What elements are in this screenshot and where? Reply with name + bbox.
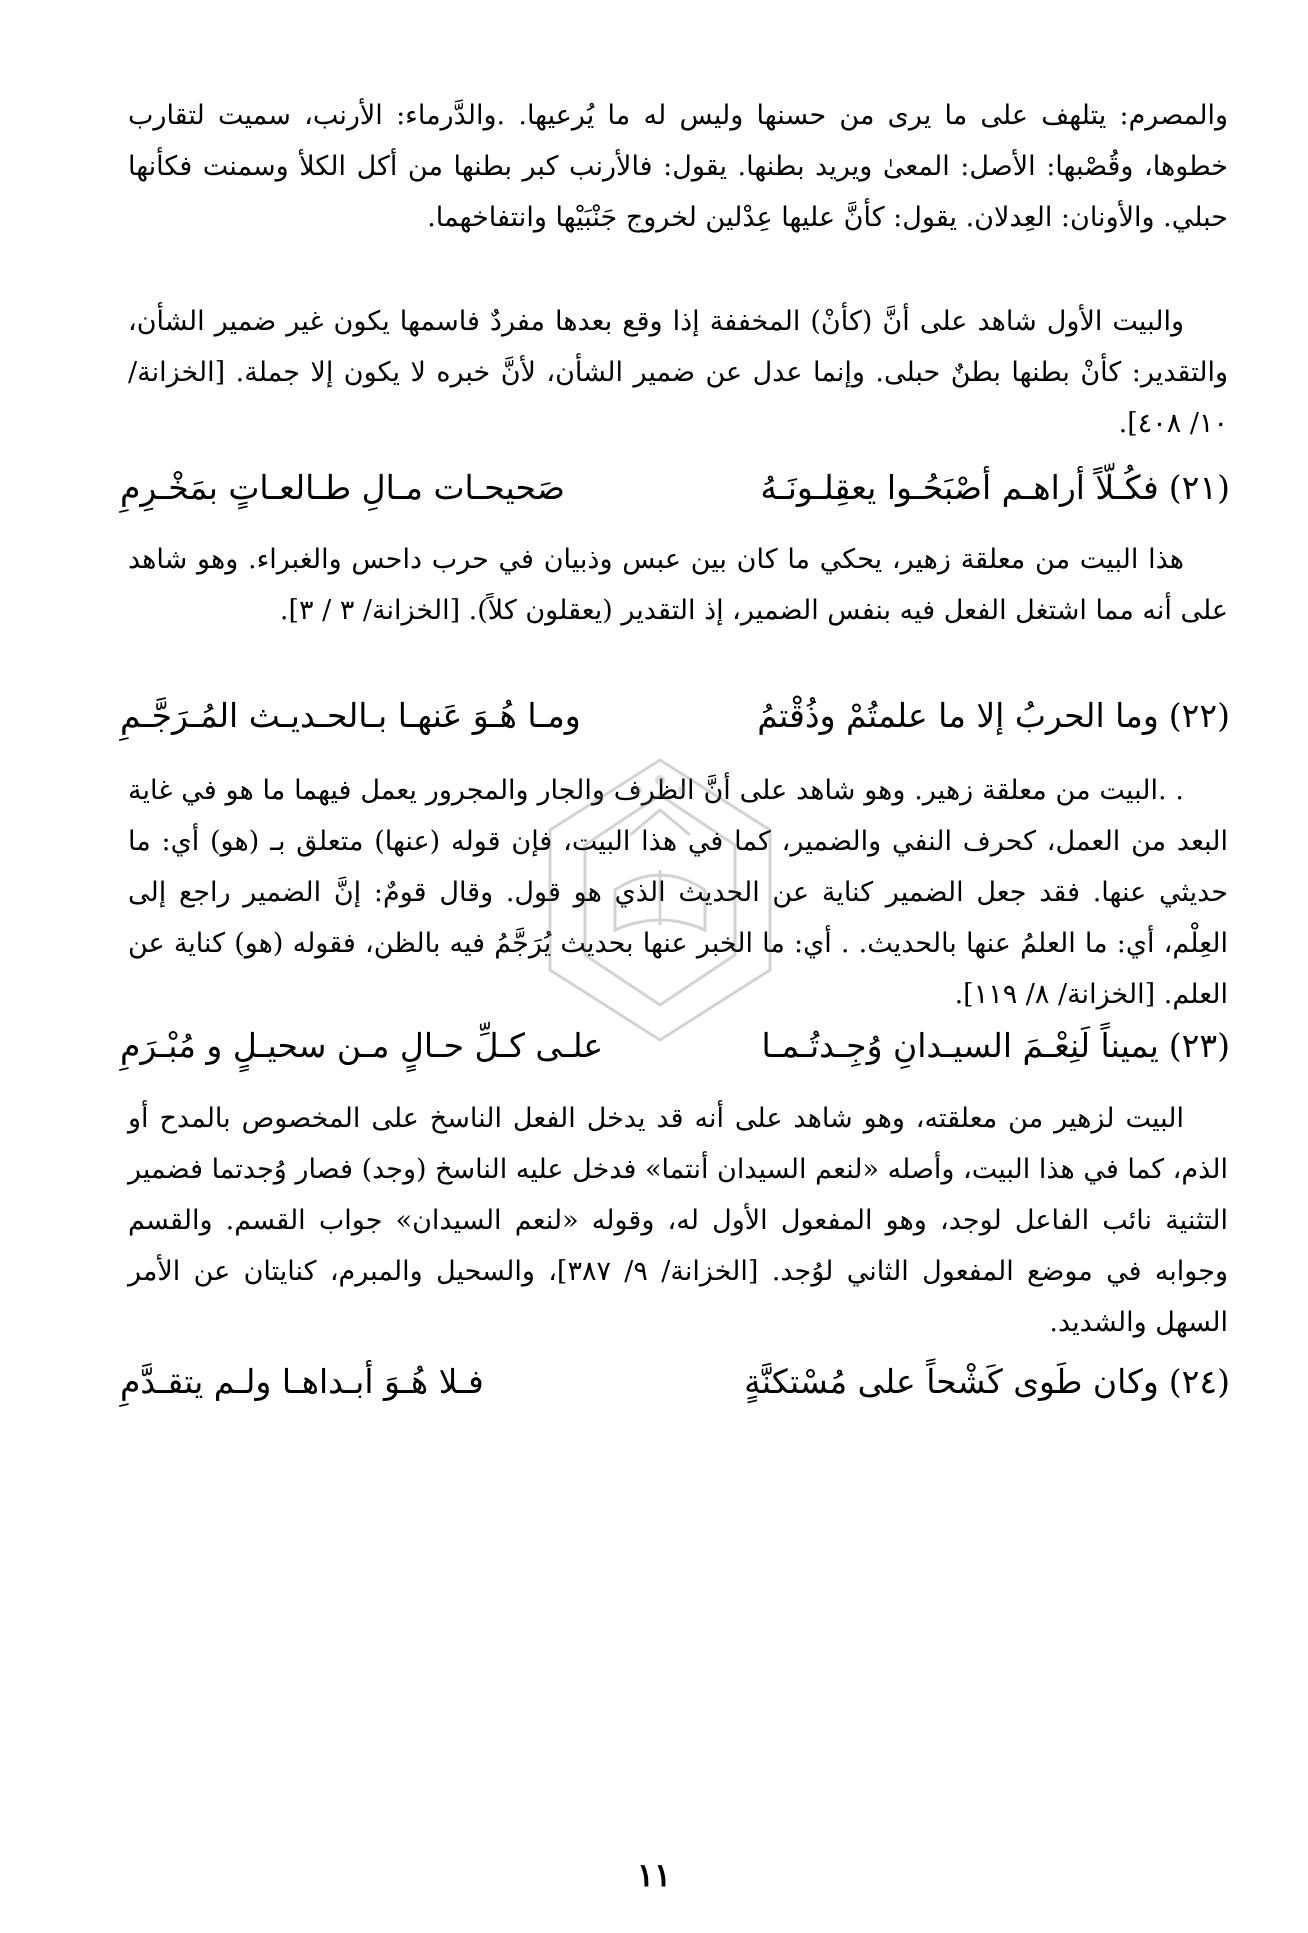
commentary-block-5: [128, 1093, 1228, 1348]
verse-22: [120, 686, 1230, 746]
commentary-block-3: [128, 534, 1228, 636]
verse-number: (٢٣): [1168, 1026, 1230, 1065]
commentary-block-1: [128, 90, 1228, 243]
verse-second-hemistich: صَحيحـات مـالِ طـالعـاتٍ بمَخْـرِمِ: [120, 468, 565, 507]
verse-21: [120, 458, 1230, 518]
verse-number: (٢٢): [1168, 696, 1230, 735]
watermark-emblem-icon: [520, 740, 800, 1060]
verse-second-hemistich: ومـا هُـوَ عَنهـا بـالحـديـث المُـرَجَّـمِ: [120, 696, 581, 735]
verse-first-hemistich: [762, 1016, 1230, 1076]
verse-text: يميناً لَنِعْـمَ السيـدانِ وُجِـدتُـمـا: [761, 1026, 1159, 1065]
paragraph: هذا البيت من معلقة زهير، يحكي ما كان بين عبس وذبيان في حرب داحس والغبراء. وهو شاهد على أنه مما اشتغل الفعل فيه بنفس الضمير، إذ التقدير (يعقلون كلاً). [الخزانة/ ٣ / ٣].: [128, 544, 1228, 626]
verse-first-hemistich: [744, 1352, 1230, 1412]
verse-second-hemistich: فـلا هُـوَ أبـداهـا ولـم يتقـدَّمِ: [120, 1362, 484, 1401]
paragraph: البيت لزهير من معلقته، وهو شاهد على أنه قد يدخل الفعل الناسخ على المخصوص بالمدح أو الذم، كما في هذا البيت، وأصله «لنعم السيدان أنتما» فدخل عليه الناسخ (وجد) فصار وُجدتما فضمير التثنية نائب الفاعل لوجد، وهو المفعول الأول له، وقوله «لنعم السيدان» جواب القسم. والقسم وجوابه في موضع المفعول الثاني لوُجد. [الخزانة/ ٩/ ٣٨٧]، والسحيل والمبرم، كنايتان عن الأمر السهل والشديد.: [128, 1103, 1228, 1338]
verse-first-hemistich: [760, 458, 1230, 518]
page-number: ١١: [636, 1856, 672, 1894]
verse-second-hemistich: علـى كـلِّ حـالٍ مـن سحيـلٍ و مُبْـرَمِ: [120, 1026, 604, 1065]
paragraph: والمصرم: يتلهف على ما يرى من حسنها وليس له ما يُرعيها. .والدَّرماء: الأرنب، سميت لتقارب خطوها، وقُصْبها: الأصل: المعىٰ ويريد بطنها. يقول: فالأرنب كبر بطنها من أكل الكلأ وسمنت فكأنها حبلي. والأونان: العِدلان. يقول: كأنَّ عليها عِدْلين لخروج جَنْبَيْها وانتفاخهما.: [128, 100, 1228, 233]
paragraph: . .البيت من معلقة زهير. وهو شاهد على أنَّ الظرف والجار والمجرور يعمل فيهما ما هو في غاية البعد من العمل، كحرف النفي والضمير، كما في هذا البيت، فإن قوله (عنها) متعلق بـ (هو) أي: ما حديثي عنها. فقد جعل الضمير كناية عن الحديث الذي هو قول. وقال قومٌ: إنَّ الضمير راجع إلى العِلْم، أي: ما العلمُ عنها بالحديث. . أي: ما الخبر عنها بحديث يُرَجَّمُ فيه بالظن، فقوله (هو) كناية عن العلم. [الخزانة/ ٨/ ١١٩].: [128, 775, 1228, 1010]
verse-first-hemistich: [757, 686, 1230, 746]
verse-text: وكان طَوى كَشْحاً على مُسْتكنَّةٍ: [744, 1362, 1159, 1401]
verse-24: [120, 1352, 1230, 1412]
verse-number: (٢٤): [1168, 1362, 1230, 1401]
verse-number: (٢١): [1168, 468, 1230, 507]
paragraph: والبيت الأول شاهد على أنَّ (كأنْ) المخففة إذا وقع بعدها مفردٌ فاسمها يكون غير ضمير الشأن، والتقدير: كأنْ بطنها بطنٌ حبلى. وإنما عدل عن ضمير الشأن، لأنَّ خبره لا يكون إلا جملة. [الخزانة/ ١٠/ ٤٠٨].: [128, 306, 1228, 439]
verse-text: وما الحربُ إلا ما علمتُمْ وذُقْتمُ: [757, 696, 1159, 735]
commentary-block-2: [128, 296, 1228, 449]
verse-text: فكُـلّاً أراهـم أصْبَحُـوا يعقِلـونَـهُ: [760, 468, 1159, 507]
